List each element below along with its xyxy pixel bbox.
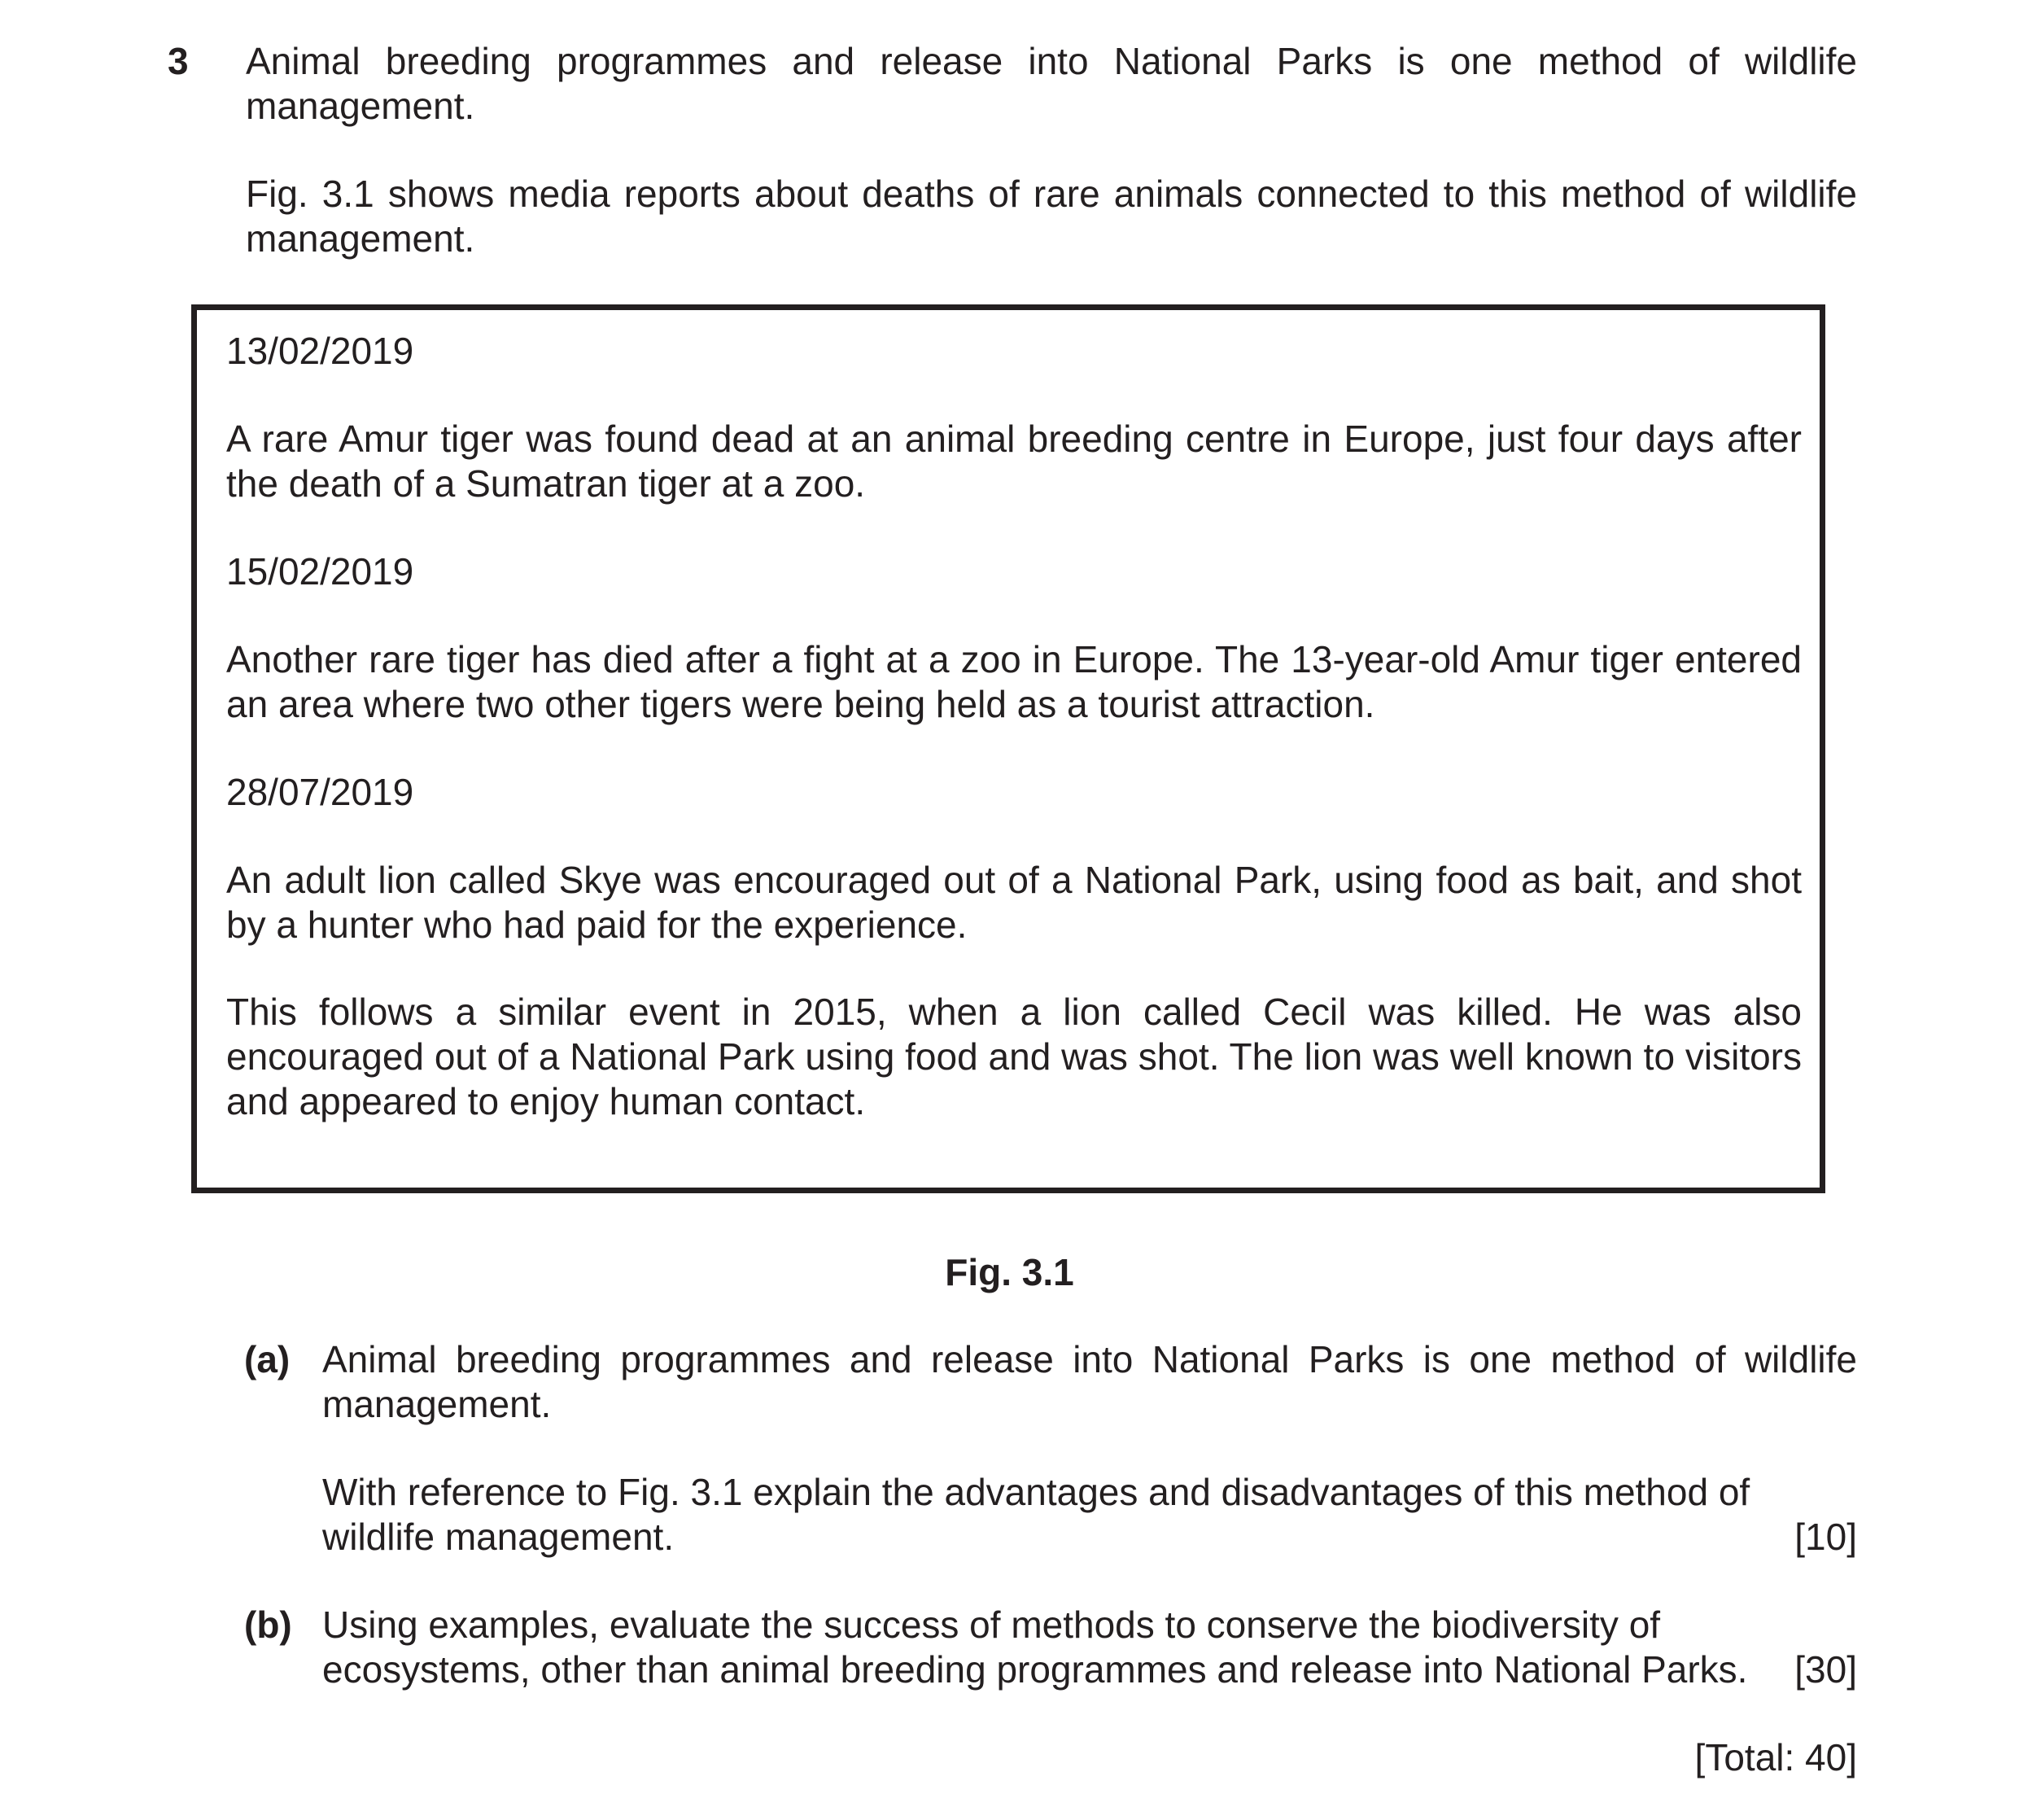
part-a-label: (a) bbox=[244, 1338, 291, 1380]
part-a-text: Animal breeding programmes and release into National Parks is one method of wildlife management. bbox=[322, 1338, 1857, 1425]
part-b-marks: [30] bbox=[1794, 1648, 1857, 1691]
figure-caption: Fig. 3.1 bbox=[945, 1251, 1074, 1293]
report-text-3: An adult lion called Skye was encouraged out of a National Park, using food as bait, and shot by a hunter who had paid for the experience. bbox=[226, 859, 1802, 946]
report-date-1: 13/02/2019 bbox=[226, 330, 414, 372]
part-a-marks: [10] bbox=[1794, 1516, 1857, 1558]
question-intro: Animal breeding programmes and release into National Parks is one method of wildlife management. bbox=[246, 40, 1857, 127]
report-text-3-continued: This follows a similar event in 2015, when a lion called Cecil was killed. He was also encouraged out of a National Park using food and was shot. The lion was well known to visitors and appeared to enjoy human contact. bbox=[226, 991, 1802, 1122]
part-a-question: With reference to Fig. 3.1 explain the advantages and disadvantages of this method of wildlife management. bbox=[322, 1471, 1750, 1558]
report-date-3: 28/07/2019 bbox=[226, 771, 414, 813]
part-b-text: Using examples, evaluate the success of methods to conserve the biodiversity of ecosystems, other than animal breeding programmes and release into National Parks. bbox=[322, 1603, 1748, 1691]
report-text-2: Another rare tiger has died after a fight at a zoo in Europe. The 13-year-old Amur tiger entered an area where two other tigers were being held as a tourist attraction. bbox=[226, 638, 1802, 725]
report-text-1: A rare Amur tiger was found dead at an animal breeding centre in Europe, just four days after the death of a Sumatran tiger at a zoo. bbox=[226, 418, 1802, 505]
total-marks: [Total: 40] bbox=[1694, 1736, 1857, 1778]
figure-reference-intro: Fig. 3.1 shows media reports about deaths of rare animals connected to this method of wildlife management. bbox=[246, 173, 1857, 260]
part-b-label: (b) bbox=[244, 1603, 292, 1646]
question-number: 3 bbox=[168, 40, 189, 82]
report-date-2: 15/02/2019 bbox=[226, 550, 414, 593]
